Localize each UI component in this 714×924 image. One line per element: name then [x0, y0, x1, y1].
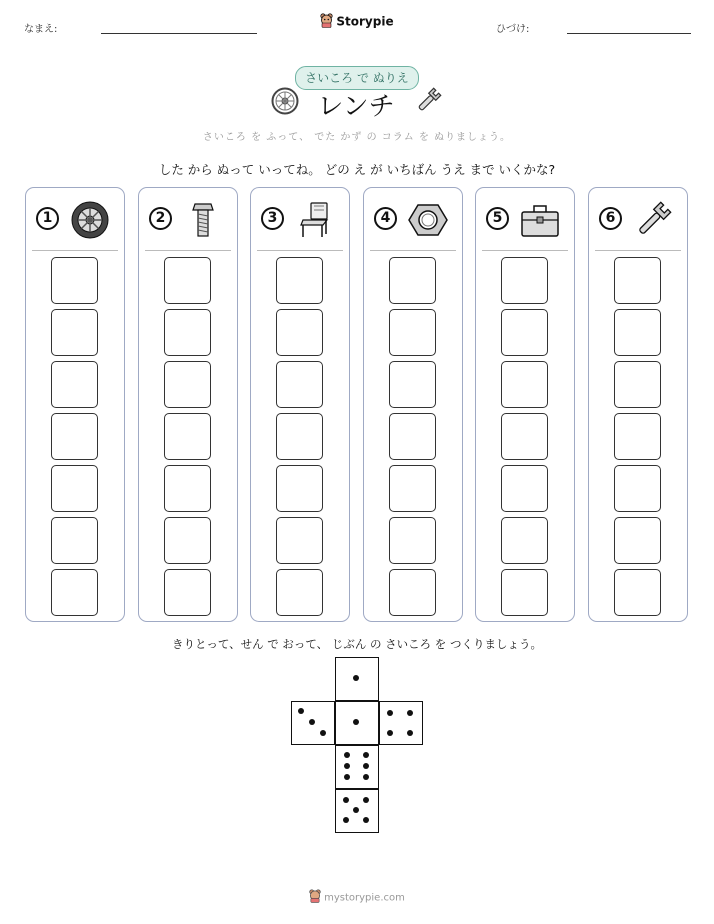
color-box[interactable]	[276, 413, 323, 460]
column-divider	[145, 250, 231, 251]
dice-pip	[344, 752, 350, 758]
dice-pip	[320, 730, 326, 736]
color-box[interactable]	[51, 257, 98, 304]
footer	[0, 889, 714, 906]
dice-face-right	[379, 701, 423, 745]
color-box[interactable]	[164, 413, 211, 460]
cut-instruction: きりとって、せん で おって、 じぶん の さいころ を つくりましょう。	[172, 637, 542, 651]
column-number: 4	[374, 207, 397, 230]
color-box[interactable]	[276, 517, 323, 564]
dice-pip	[298, 708, 304, 714]
color-box[interactable]	[501, 257, 548, 304]
column-divider	[370, 250, 456, 251]
color-box[interactable]	[389, 569, 436, 616]
dice-face-left	[291, 701, 335, 745]
color-box[interactable]	[614, 413, 661, 460]
column-4	[363, 187, 463, 622]
bolt-icon	[183, 200, 223, 240]
dice-pip	[387, 710, 393, 716]
column-number: 2	[149, 207, 172, 230]
dice-pip	[363, 763, 369, 769]
color-box[interactable]	[51, 413, 98, 460]
bear-icon	[320, 13, 333, 31]
color-box[interactable]	[389, 413, 436, 460]
color-box[interactable]	[501, 309, 548, 356]
color-box[interactable]	[614, 309, 661, 356]
color-box[interactable]	[614, 465, 661, 512]
column-number: 6	[599, 207, 622, 230]
color-box[interactable]	[501, 413, 548, 460]
instruction: した から ぬって いってね。 どの え が いちばん うえ まで いくかな?	[158, 162, 556, 177]
color-box[interactable]	[614, 517, 661, 564]
dice-pip	[353, 675, 359, 681]
date-line[interactable]	[567, 33, 691, 34]
color-box[interactable]	[164, 257, 211, 304]
color-box[interactable]	[164, 569, 211, 616]
color-box[interactable]	[276, 309, 323, 356]
dice-pip	[407, 730, 413, 736]
dice-face-top	[335, 657, 379, 701]
dice-pip	[363, 774, 369, 780]
dice-pip	[387, 730, 393, 736]
toolbox-icon	[520, 200, 560, 240]
wrench-icon	[633, 200, 673, 240]
dice-pip	[344, 763, 350, 769]
dice-pip	[363, 752, 369, 758]
chair-icon	[295, 200, 335, 240]
column-number: 5	[486, 207, 509, 230]
color-box[interactable]	[51, 569, 98, 616]
name-label: なまえ:	[24, 24, 58, 35]
color-box[interactable]	[51, 517, 98, 564]
column-number: 3	[261, 207, 284, 230]
column-3	[250, 187, 350, 622]
color-box[interactable]	[501, 569, 548, 616]
column-divider	[595, 250, 681, 251]
tire-icon	[70, 200, 110, 240]
dice-pip	[353, 719, 359, 725]
column-6	[588, 187, 688, 622]
dice-pip	[407, 710, 413, 716]
color-box[interactable]	[389, 309, 436, 356]
worksheet-tag: さいころ で ぬりえ	[295, 66, 419, 90]
dice-face-back	[335, 789, 379, 833]
color-box[interactable]	[51, 309, 98, 356]
bear-icon	[309, 889, 321, 906]
color-box[interactable]	[276, 465, 323, 512]
color-box[interactable]	[389, 465, 436, 512]
color-box[interactable]	[276, 257, 323, 304]
dice-pip	[343, 817, 349, 823]
column-divider	[32, 250, 118, 251]
color-box[interactable]	[164, 465, 211, 512]
color-box[interactable]	[389, 361, 436, 408]
brand-logo	[0, 13, 714, 31]
name-line[interactable]	[101, 33, 257, 34]
column-divider	[257, 250, 343, 251]
color-box[interactable]	[51, 361, 98, 408]
color-box[interactable]	[614, 361, 661, 408]
nut-icon	[408, 200, 448, 240]
color-box[interactable]	[389, 517, 436, 564]
column-2	[138, 187, 238, 622]
footer-site[interactable]: mystorypie.com	[324, 892, 405, 904]
color-box[interactable]	[276, 361, 323, 408]
title-text: レンチ	[317, 92, 395, 122]
dice-pip	[363, 797, 369, 803]
color-box[interactable]	[276, 569, 323, 616]
color-box[interactable]	[389, 257, 436, 304]
color-box[interactable]	[501, 517, 548, 564]
color-box[interactable]	[51, 465, 98, 512]
page-title	[0, 86, 714, 123]
date-label: ひづけ:	[496, 24, 530, 35]
column-divider	[482, 250, 568, 251]
color-box[interactable]	[501, 465, 548, 512]
dice-pip	[344, 774, 350, 780]
column-1	[25, 187, 125, 622]
subtitle: さいころ を ふって、 でた かず の コラム を ぬりましょう。	[202, 132, 512, 143]
color-box[interactable]	[614, 569, 661, 616]
tire-icon	[271, 87, 299, 122]
column-5	[475, 187, 575, 622]
dice-face-center	[335, 701, 379, 745]
dice-pip	[309, 719, 315, 725]
dice-pip	[353, 807, 359, 813]
brand-name: Storypie	[336, 14, 394, 29]
dice-pip	[343, 797, 349, 803]
color-box[interactable]	[164, 517, 211, 564]
color-box[interactable]	[164, 361, 211, 408]
color-box[interactable]	[614, 257, 661, 304]
color-box[interactable]	[164, 309, 211, 356]
column-number: 1	[36, 207, 59, 230]
color-box[interactable]	[501, 361, 548, 408]
dice-face-bottom	[335, 745, 379, 789]
wrench-icon	[413, 86, 443, 123]
dice-pip	[363, 817, 369, 823]
